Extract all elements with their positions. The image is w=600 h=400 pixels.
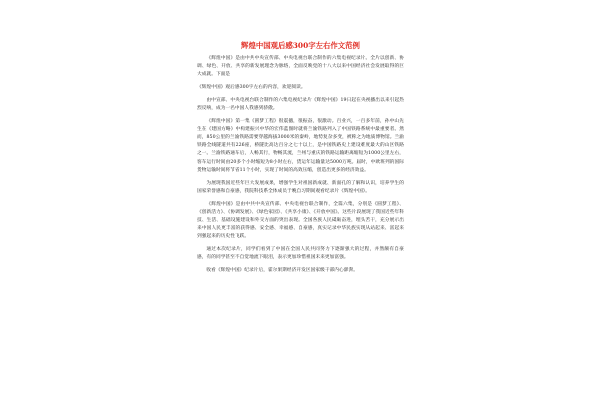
paragraph: 收看《辉煌中国》纪录片后，霍尔果斯经济开发区国家级干部内心澎湃。 [206,268,358,274]
paragraph: 由中宣部、中央电视台联合制作的六集电视纪录片《辉煌中国》19日起在央视播出以来引起热烈反响，成为一名中国人我感到骄傲。 [197,98,404,112]
paragraph: 为展现我国近些年巨大发展成果，增强学生对祖国新成就、新面孔的了解和认识，培养学生的国家荣誉感和自豪感，我院科技系全体成员于晚自习期间观看纪录片《辉煌中国》。 [197,180,404,194]
paragraph: 《辉煌中国》第一集《圆梦工程》很震撼，很振奋，很激动。百业兴，一百多年前，孙中山先生在《建国方略》中构建振兴中华的宏伟蓝图时就将兰渝铁路列入了中国铁路系统中最重要者。然而，850公里的兰渝铁路需要穿越海拔3000米的秦岭，地势复杂多变，被称之为地质博物馆。兰渝铁路全线隧道共有226座，桥隧比高达百分之七十以上，是中国铁路史上建设难度最大的山区铁路之一。兰渝铁路通车后，人畅其行，物畅其流，兰州与重庆的铁路运输距离缩短为1000公里左右，客车运行时间由20多个小时缩短为8小时左右，货运年运输量达5000万吨。届时，中欧班列的国际货物运输时间将节省11个小时，实现了时间的高效压缩，创造出更多的经济效益。 [197,119,404,173]
paragraph: 通过本次纪录片，同学们看到了中国在全国人民共同努力下逐渐强大的过程，并然颇有自豪感，有的同学甚至不自觉地流下眼泪，表示更加珍惜祖国未来更加富强。 [197,246,404,260]
paragraph: 《辉煌中国》观后感300字左右的内容，欢迎阅读。 [197,85,306,91]
paragraph: 《辉煌中国》是由中共中央宣传部、中央电视台联合制作的六集电视纪录片。全片以创新、协调、绿色、开放、共享的新发展理念为脉络，全面反映党的十八大以来中国经济社会发展取得的巨大成就。下面是 [197,56,404,78]
paragraph: 《辉煌中国》是由中共中央宣传部、中央电视台联合制作，全篇六集，分别是《圆梦工程》、《创新活力》、《协调发展》、《绿色家园》、《共享小康》、《开放中国》。这些片段展现了我国近些年科技、生活、基础设施建设和外交方面的突出表现。全国各族人民砥砺奋进，埋头苦干，充分展示出来中国人民更丰富的获得感、安全感、幸福感、自豪感，真实记录中华民族实现从站起来、富起来到强起来的历史性飞跃。 [197,201,404,239]
document-title: 辉煌中国观后感300字左右作文范例 [241,41,360,50]
document-body [197,41,404,280]
